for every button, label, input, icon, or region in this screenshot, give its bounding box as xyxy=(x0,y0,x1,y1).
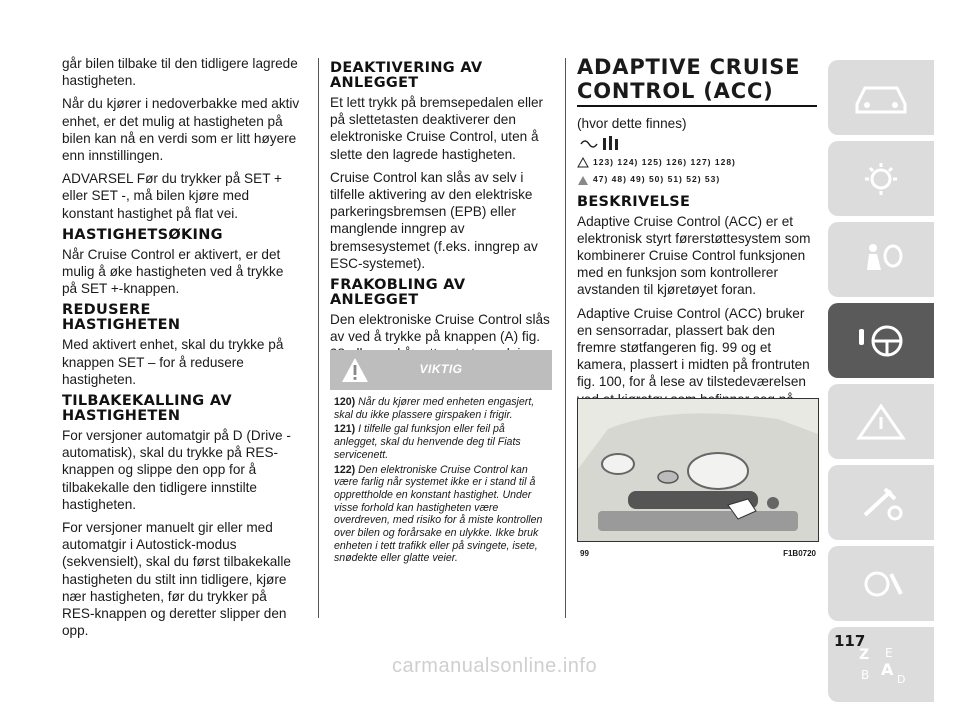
paragraph-acc-radar: Adaptive Cruise Control (ACC) bruker en sensorradar, plassert bak den fremre støtfangeren fig. 99 og et kamera, plassert i midten på frontruten fig. 100, for å lese av tilstedeværelsen xyxy=(577,305,810,390)
note-refs: 47) 48) 49) 50) 51) 52) 53) xyxy=(577,171,817,188)
column-right xyxy=(577,55,817,431)
heading-increase-speed: HASTIGHETSØKING xyxy=(62,226,223,243)
subtitle-where-available: (hvor dette finnes) xyxy=(577,116,687,131)
left-column-shown xyxy=(62,55,302,645)
paragraph-warning-set: ADVARSEL Før du trykker på SET + eller SET -, må bilen kjøre med konstant hastighet på flat vei. xyxy=(62,171,282,221)
paragraph-increase: Når Cruise Control er aktivert, er det mulig å øke hastigheten ved å trykke på SET +-knappen. xyxy=(62,246,284,297)
tools-icon xyxy=(851,483,911,523)
column-divider-2 xyxy=(565,58,566,618)
paragraph-recall-auto: For versjoner automatgir på D (Drive - automatisk), skal du trykke på RES-knappen og slippe den opp for å tilbakekalle den tidligere innstilte hastigheten. xyxy=(62,428,291,512)
svg-text:A: A xyxy=(881,659,894,679)
tab-starting-driving[interactable] xyxy=(828,303,934,378)
chapter-tabs xyxy=(828,60,934,708)
option-symbols xyxy=(577,134,817,152)
tab-warnings[interactable] xyxy=(828,384,934,459)
paragraph-reduce: Med aktivert enhet, skal du trykke på knappen SET – for å redusere hastigheten. xyxy=(62,337,284,387)
figure-caption xyxy=(580,549,816,558)
service-icon xyxy=(851,564,911,604)
tab-safety[interactable] xyxy=(828,222,934,297)
paragraph-return-speed: går bilen tilbake til den tidligere lagrede hastigheten. xyxy=(62,56,298,89)
airbag-seat-icon xyxy=(851,240,911,280)
tab-emergency[interactable] xyxy=(828,465,934,540)
tab-car-front[interactable] xyxy=(828,60,934,135)
section-title-acc: ADAPTIVE CRUISE CONTROL (ACC) xyxy=(577,55,801,103)
heading-recall-speed: TILBAKEKALLING AV HASTIGHETEN xyxy=(62,393,232,425)
column-middle xyxy=(330,55,552,386)
tab-lights[interactable] xyxy=(828,141,934,216)
heading-description: BESKRIVELSE xyxy=(577,193,691,210)
car-front-photo xyxy=(577,398,819,542)
figure-number: 99 xyxy=(580,549,589,558)
warning-dashboard-icon xyxy=(851,402,911,442)
title-underline xyxy=(577,105,817,107)
warning-header xyxy=(330,350,552,390)
tab-maintenance[interactable] xyxy=(828,546,934,621)
paragraph-recall-manual: For versjoner manuelt gir eller med automatgir i Autostick-modus (sekvensielt), skal du først tilbakekalle hastigheten du stilt inn tidligere, kjøre nær hastigheten, før du trykker på RES-knappen og deretter slipper den opp. xyxy=(62,520,291,639)
paragraph-downhill: Når du kjører i nedoverbakke med aktiv enhet, er det mulig at hastigheten på bilen kan nå en verdi som er litt høyere enn innstillingen. xyxy=(62,96,300,164)
paragraph-deactivate: Et lett trykk på bremsepedalen eller på slettetasten deaktiverer den elektroniske Cruise Control, uten å slette den lagrede hastigheten. xyxy=(330,95,544,162)
variant-icons xyxy=(577,134,637,152)
svg-text:Z: Z xyxy=(859,646,870,663)
car-front-icon xyxy=(851,78,911,118)
heading-deactivate: DEAKTIVERING AV ANLEGGET xyxy=(330,60,483,91)
note-small-icon xyxy=(577,175,589,186)
warning-item-122: 122) Den elektroniske Cruise Control kan være farlig når systemet ikke er i stand til å opprettholde en konstant hastighet. Under visse forhold kan hastigheten være overdreven, med risiko for å miste kontrollen over bilen og forårsake en ulykke. Ikke bruk enheten i tett trafikk eller på svingete, isete, snødekte eller glatte veier. xyxy=(334,463,543,565)
warning-item-121: 121) I tilfelle gal funksjon eller feil på anlegget, skal du henvende deg til Fiats servicenett. xyxy=(334,423,521,461)
warning-small-icon xyxy=(577,157,589,168)
steering-wheel-icon xyxy=(851,321,911,361)
site-watermark: carmanualsonline.info xyxy=(392,655,598,677)
lights-icon xyxy=(851,159,911,199)
warning-body xyxy=(330,390,552,573)
warning-box xyxy=(330,350,552,573)
heading-reduce-speed: REDUSERE HASTIGHETEN xyxy=(62,302,181,334)
paragraph-cruise-off: Cruise Control kan slås av selv i tilfelle aktivering av den elektriske parkeringsbremsen (EPB) eller manglende inngrep av bremsesystemet (f.eks. inngrep av ESC-systemet). xyxy=(330,169,538,271)
paragraph-acc-intro: Adaptive Cruise Control (ACC) er et elektronisk styrt førerstøttesystem som kombinerer Cruise Control funksjonen med en funksjon som kontrollerer avstanden til kjøretøyet foran. xyxy=(577,213,811,298)
column-divider-1 xyxy=(318,58,319,618)
svg-text:B: B xyxy=(861,667,870,682)
heading-disconnect: FRAKOBLING AV ANLEGGET xyxy=(330,277,466,309)
warning-title: VIKTIG xyxy=(419,362,463,376)
warning-item-120: 120) Når du kjører med enheten engasjert, skal du ikke plassere girspaken i frigir. xyxy=(334,396,535,421)
car-front-image xyxy=(578,399,818,541)
warning-refs: 123) 124) 125) 126) 127) 128) xyxy=(577,154,817,171)
svg-text:E: E xyxy=(885,645,893,660)
page-number: 117 xyxy=(834,632,866,650)
figure-code: F1B0720 xyxy=(783,549,816,558)
paragraph-disconnect: Den elektroniske Cruise Control slås av ved å trykke på knappen (A) fig. xyxy=(330,312,550,345)
svg-text:D: D xyxy=(897,672,906,686)
